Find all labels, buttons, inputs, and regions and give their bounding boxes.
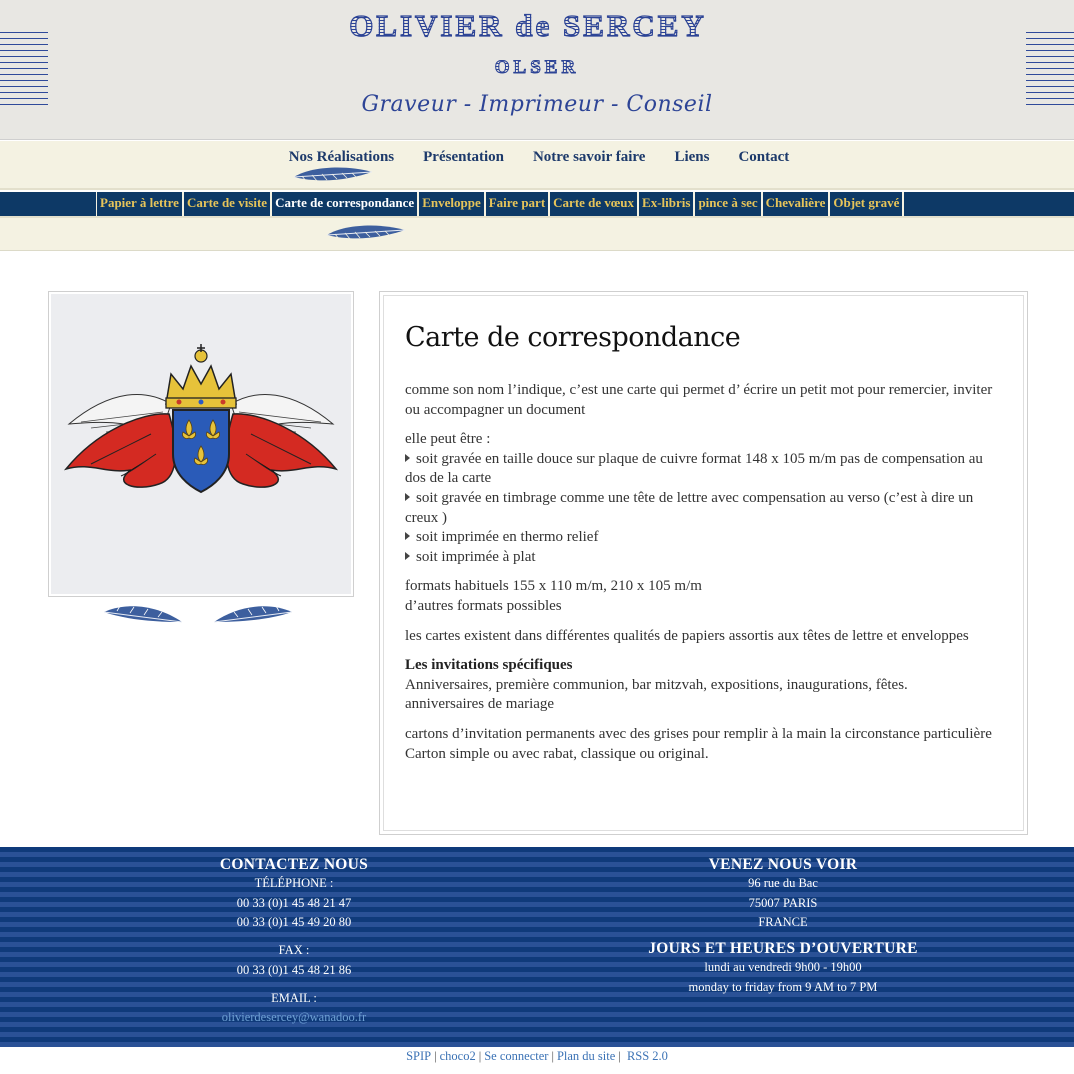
page-title: Carte de correspondance bbox=[405, 322, 741, 353]
list-item: soit imprimée à plat bbox=[405, 549, 536, 565]
hours-line: lundi au vendredi 9h00 - 19h00 bbox=[704, 960, 862, 975]
invitations-line: Anniversaires, première communion, bar mitzvah, expositions, inaugurations, fêtes. bbox=[405, 676, 908, 693]
login-link[interactable]: Se connecter bbox=[484, 1049, 549, 1063]
next-image-feather-icon[interactable] bbox=[212, 602, 294, 628]
cartons-line: Carton simple ou avec rabat, classique ou original. bbox=[405, 745, 709, 762]
cartons-line: cartons d’invitation permanents avec des grises pour remplir à la main la circonstance particulière bbox=[405, 725, 992, 742]
nav-item-realisations[interactable]: Nos Réalisations bbox=[288, 149, 395, 165]
subnav-item-carte-visite[interactable]: Carte de visite bbox=[184, 192, 272, 216]
formats-line: d’autres formats possibles bbox=[405, 597, 562, 614]
article-intro: comme son nom l’indique, c’est une carte qui permet d’ écrire un petit mot pour remercier, inviter ou accompagner un document bbox=[405, 382, 993, 418]
site-footer bbox=[0, 847, 1074, 1047]
invitations-line: anniversaires de mariage bbox=[405, 696, 555, 713]
previous-image-feather-icon[interactable] bbox=[102, 602, 184, 628]
site-logo-subtitle: OLSER bbox=[0, 57, 1074, 79]
choco2-link[interactable]: choco2 bbox=[439, 1049, 476, 1063]
list-item: soit imprimée en thermo relief bbox=[405, 529, 598, 545]
article-content bbox=[383, 295, 1024, 831]
sitemap-link[interactable]: Plan du site bbox=[556, 1049, 616, 1063]
article-invitations bbox=[405, 656, 1002, 715]
footer-contact bbox=[194, 855, 394, 1028]
fax-label: FAX : bbox=[278, 943, 310, 958]
formats-line: formats habituels 155 x 110 m/m, 210 x 105 m/m bbox=[405, 578, 702, 595]
nav-item-savoir-faire[interactable]: Notre savoir faire bbox=[532, 149, 646, 165]
fax-number: 00 33 (0)1 45 48 21 86 bbox=[236, 962, 352, 977]
feather-icon bbox=[325, 222, 407, 244]
subnav-item-faire-part[interactable]: Faire part bbox=[486, 192, 550, 216]
subnav-item-papier-lettre[interactable]: Papier à lettre bbox=[97, 192, 184, 216]
email-link[interactable]: olivierdesercey@wanadoo.fr bbox=[221, 1010, 367, 1025]
phone-label: TÉLÉPHONE : bbox=[254, 876, 334, 890]
subnav-item-ex-libris[interactable]: Ex-libris bbox=[639, 192, 695, 216]
email-label: EMAIL : bbox=[271, 990, 317, 1005]
invitations-heading: Les invitations spécifiques bbox=[405, 657, 573, 674]
sub-navigation bbox=[0, 192, 1074, 216]
phone-number: 00 33 (0)1 45 48 21 47 bbox=[236, 895, 352, 910]
footer-visit bbox=[633, 855, 933, 998]
subnav-item-chevaliere[interactable]: Chevalière bbox=[763, 192, 831, 216]
subnav-item-enveloppe[interactable]: Enveloppe bbox=[419, 192, 486, 216]
site-logo-title[interactable]: OLIVIER de SERCEY bbox=[256, 8, 800, 44]
phone-number: 00 33 (0)1 45 49 20 80 bbox=[236, 915, 352, 930]
spip-link[interactable]: SPIP bbox=[406, 1049, 432, 1063]
nav-item-liens[interactable]: Liens bbox=[674, 149, 710, 165]
hours-line: monday to friday from 9 AM to 7 PM bbox=[688, 979, 878, 994]
list-item: soit gravée en timbrage comme une tête de lettre avec compensation au verso (c’est à dire un creux ) bbox=[405, 489, 974, 526]
site-header bbox=[0, 0, 1074, 140]
visit-heading: VENEZ NOUS VOIR bbox=[708, 856, 858, 873]
rss-link[interactable]: RSS 2.0 bbox=[626, 1049, 668, 1063]
site-tagline: Graveur - Imprimeur - Conseil bbox=[361, 92, 713, 117]
nav-item-contact[interactable]: Contact bbox=[738, 149, 790, 165]
article-cartons bbox=[405, 725, 1002, 764]
nav-item-presentation[interactable]: Présentation bbox=[423, 149, 504, 165]
subnav-item-pince-sec[interactable]: pince à sec bbox=[695, 192, 762, 216]
address-line: 75007 PARIS bbox=[748, 895, 818, 910]
feather-icon bbox=[292, 164, 374, 186]
coat-of-arms-illustration bbox=[51, 294, 351, 594]
article-box bbox=[379, 291, 1028, 835]
address-line: FRANCE bbox=[758, 915, 808, 930]
list-intro: elle peut être : bbox=[405, 431, 491, 448]
address-line: 96 rue du Bac bbox=[748, 876, 818, 890]
bottom-links-bar: SPIP | choco2 | Se connecter | Plan du site | RSS 2.0 bbox=[406, 1049, 668, 1063]
contact-heading: CONTACTEZ NOUS bbox=[219, 856, 369, 873]
article-list bbox=[405, 430, 1002, 567]
hours-heading: JOURS ET HEURES D’OUVERTURE bbox=[648, 940, 918, 958]
subnav-underline-strip bbox=[0, 216, 1074, 251]
article-formats bbox=[405, 577, 1002, 616]
list-item: soit gravée en taille douce sur plaque de cuivre format 148 x 105 m/m pas de compensation au dos de la carte bbox=[405, 450, 983, 487]
subnav-item-carte-correspondance[interactable]: Carte de correspondance bbox=[272, 192, 419, 216]
product-image-frame[interactable] bbox=[48, 291, 354, 597]
coat-of-arms-image[interactable] bbox=[51, 294, 351, 594]
subnav-item-carte-voeux[interactable]: Carte de vœux bbox=[550, 192, 639, 216]
article-papers: les cartes existent dans différentes qualités de papiers assortis aux têtes de lettre et enveloppes bbox=[405, 627, 969, 644]
subnav-item-objet-grave[interactable]: Objet gravé bbox=[830, 192, 904, 216]
main-navigation bbox=[0, 141, 1074, 190]
